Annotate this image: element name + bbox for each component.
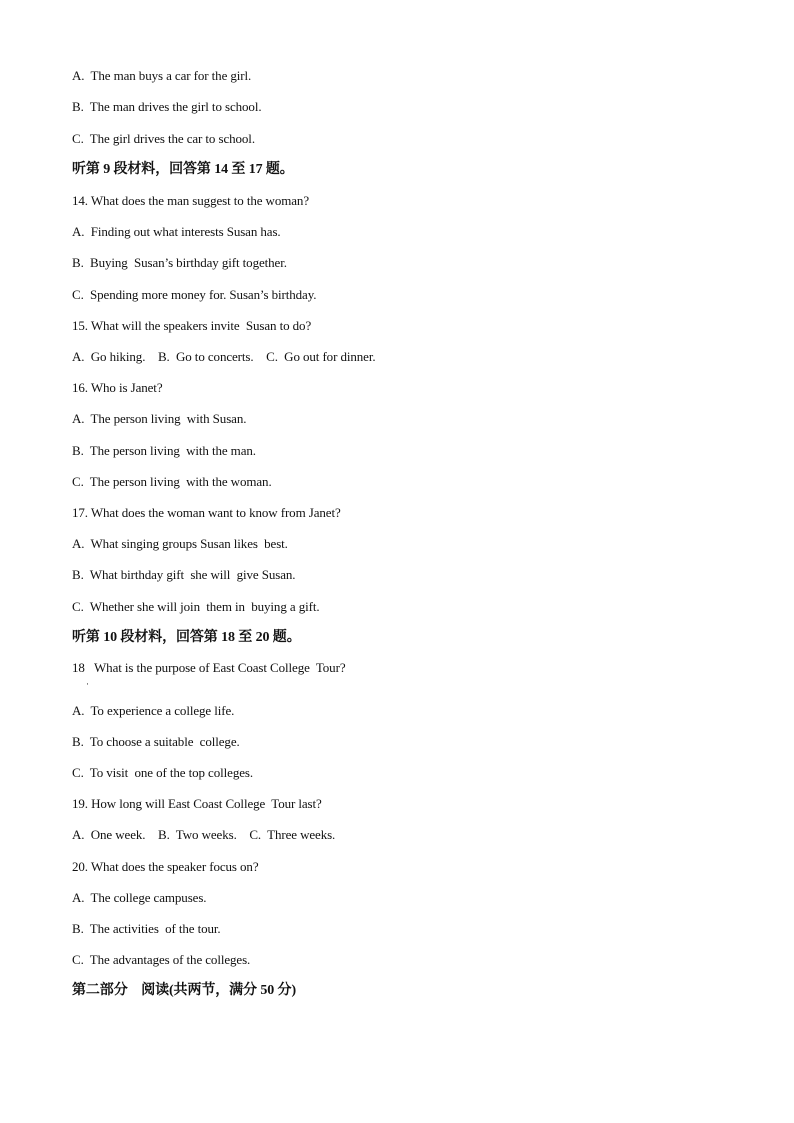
option-18a: A. To experience a college life.: [72, 703, 235, 718]
option-13c: C. The girl drives the car to school.: [72, 131, 255, 146]
section-heading-passage-10: 听第 10 段材料，回答第 18 至 20 题。: [72, 630, 301, 645]
option-13b: B. The man drives the girl to school.: [72, 99, 262, 114]
option-16b: B. The person living with the man.: [72, 443, 256, 458]
option-18b: B. To choose a suitable college.: [72, 734, 240, 749]
options-15: A. Go hiking. B. Go to concerts. C. Go out for dinner.: [72, 349, 376, 364]
option-16c: C. The person living with the woman.: [72, 474, 272, 489]
question-15: 15. What will the speakers invite Susan to do?: [72, 318, 312, 333]
option-16a: A. The person living with Susan.: [72, 411, 247, 426]
question-14: 14. What does the man suggest to the woman?: [72, 193, 309, 208]
question-16: 16. Who is Janet?: [72, 380, 163, 395]
question-18: 18 What is the purpose of East Coast College Tour?: [72, 660, 346, 675]
question-17: 17. What does the woman want to know from Janet?: [72, 505, 341, 520]
option-14b: B. Buying Susan’s birthday gift together.: [72, 255, 287, 270]
question-20: 20. What does the speaker focus on?: [72, 859, 259, 874]
option-14c: C. Spending more money for. Susan’s birthday.: [72, 287, 317, 302]
part-two-heading: 第二部分 阅读(共两节，满分 50 分): [72, 983, 297, 998]
option-20b: B. The activities of the tour.: [72, 921, 221, 936]
option-14a: A. Finding out what interests Susan has.: [72, 224, 281, 239]
option-13a: A. The man buys a car for the girl.: [72, 68, 252, 83]
section-heading-passage-9: 听第 9 段材料，回答第 14 至 17 题。: [72, 162, 294, 177]
options-19: A. One week. B. Two weeks. C. Three weeks.: [72, 827, 336, 842]
option-20c: C. The advantages of the colleges.: [72, 952, 251, 967]
stray-dot-mark: ·: [86, 679, 89, 689]
option-18c: C. To visit one of the top colleges.: [72, 765, 253, 780]
option-17c: C. Whether she will join them in buying a gift.: [72, 599, 320, 614]
option-17b: B. What birthday gift she will give Susan.: [72, 567, 296, 582]
option-17a: A. What singing groups Susan likes best.: [72, 536, 288, 551]
option-20a: A. The college campuses.: [72, 890, 207, 905]
question-19: 19. How long will East Coast College Tour last?: [72, 796, 322, 811]
